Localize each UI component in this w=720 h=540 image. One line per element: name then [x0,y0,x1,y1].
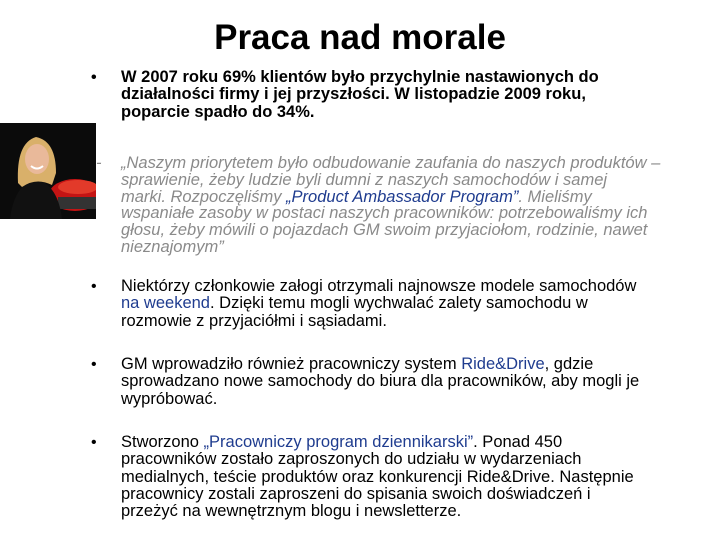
text-segment: , gdzie [544,355,594,373]
text-line [121,205,660,222]
text-line [121,295,636,312]
text-segment: głosu, żeby mówili o pojazdach GM swoim przyjaciołom, rodzinie, nawet [121,221,648,240]
bullet-ride-drive [91,355,640,408]
text-line [121,239,660,256]
text-line [121,313,636,330]
text-line [121,356,639,373]
text-segment: wspaniałe zasoby w postaci naszych pracowników: potrzebowaliśmy ich [121,204,648,223]
highlighted-text: na weekend [121,294,210,313]
text-segment: rozmowie z przyjaciółmi i sąsiadami. [121,311,387,330]
bullet-icon: • [91,434,97,451]
text-segment: . Ponad 450 [473,433,563,451]
bullet-journalist-program [91,433,634,521]
text-segment: . Mieliśmy [518,187,592,206]
text-line [121,189,660,206]
text-line [121,69,599,86]
text-line [121,451,634,468]
bullet-icon: • [91,278,97,295]
text-segment: wypróbować. [121,389,218,408]
text-segment: nieznajomym” [121,237,224,256]
text-line [121,391,639,408]
bullet-weekend-cars [91,277,637,330]
text-segment: W 2007 roku 69% klientów było przychylnie nastawionych do [121,68,599,86]
text-line [121,104,599,121]
text-segment: sprawienie, żeby ludzie byli dumni z naszych samochodów i samej [121,170,608,189]
bullet-morale-stats [91,68,599,121]
highlighted-text: „Product Ambassador Program” [286,187,519,206]
text-segment: przeżyć na wewnętrznym blogu i newsletterze. [121,502,462,521]
text-line [121,503,634,520]
text-segment: medialnych, teście produktów oraz konkurencji Ride&Drive. Następnie [121,467,634,486]
text-line [121,434,634,451]
text-segment: Stworzono [121,433,204,451]
text-segment: poparcie spadło do 34%. [121,102,315,121]
text-line [121,222,660,239]
text-line [121,469,634,486]
text-segment: marki. Rozpoczęliśmy [121,187,287,206]
quote-paragraph [96,154,661,256]
text-segment: działalności firmy i jej przyszłości. W listopadzie 2009 roku, [121,85,586,104]
bullet-icon: • [91,69,97,86]
text-line [121,86,599,103]
person-photo [0,123,96,219]
text-segment: pracowników zostało zaproszonych do udziału w wydarzeniach [121,450,582,469]
text-line [121,278,636,295]
slide-title: Praca nad morale [214,18,506,57]
text-line [121,486,634,503]
quote-dash: - [96,154,102,172]
highlighted-text: Ride&Drive [461,355,545,373]
text-line [121,155,660,172]
text-segment: Niektórzy członkowie załogi otrzymali najnowsze modele samochodów [121,277,637,295]
text-segment: sprowadzano nowe samochody do biura dla pracowników, aby mogli je [121,372,640,391]
highlighted-text: „Pracowniczy program dziennikarski” [203,433,474,451]
text-segment: . Dzięki temu mogli wychwalać zalety samochodu w [210,294,588,313]
text-segment: „Naszym priorytetem było odbudowanie zaufania do naszych produktów – [121,154,661,172]
text-line [121,172,660,189]
text-segment: pracownicy zostali zaproszeni do spisania swoich doświadczeń i [121,484,591,503]
bullet-icon: • [91,356,97,373]
text-segment: GM wprowadziło również pracowniczy system [121,355,462,373]
photo-image [0,123,96,219]
text-line [121,373,639,390]
